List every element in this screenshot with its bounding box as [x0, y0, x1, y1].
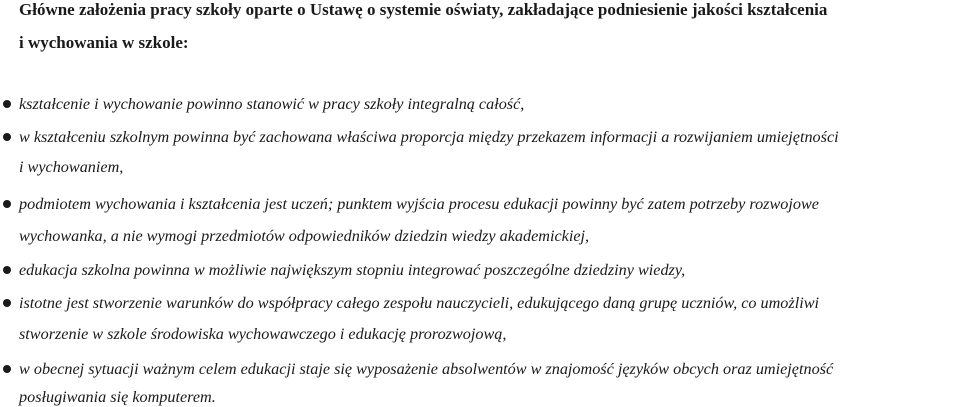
bullet-6-line-1: w obecnej sytuacji ważnym celem edukacji staje się wyposażenie absolwentów w znajomość języków obcych oraz umiejętność	[19, 360, 834, 378]
bullet-icon	[3, 100, 11, 108]
bullet-5-line-2: stworzenie w szkole środowiska wychowawczego i edukację prorozwojową,	[19, 325, 507, 343]
bullet-icon	[3, 266, 11, 274]
bullet-5-line-1: istotne jest stworzenie warunków do współpracy całego zespołu nauczycieli, edukującego daną grupę uczniów, co umożliwi	[19, 294, 819, 312]
bullet-3-line-1: podmiotem wychowania i kształcenia jest uczeń; punktem wyjścia procesu edukacji powinny być zatem potrzeby rozwojowe	[19, 195, 819, 213]
heading-line-1: Główne założenia pracy szkoły oparte o Ustawę o systemie oświaty, zakładające podniesienie jakości kształcenia	[19, 0, 828, 19]
bullet-4-line-1: edukacja szkolna powinna w możliwie największym stopniu integrować poszczególne dziedziny wiedzy,	[19, 261, 686, 279]
bullet-3-line-2: wychowanka, a nie wymogi przedmiotów odpowiedników dziedzin wiedzy akademickiej,	[19, 227, 590, 245]
bullet-1-line-1: kształcenie i wychowanie powinno stanowić w pracy szkoły integralną całość,	[19, 95, 525, 113]
bullet-2-line-2: i wychowaniem,	[19, 158, 124, 176]
bullet-6-line-2: posługiwania się komputerem.	[19, 388, 216, 406]
bullet-icon	[3, 200, 11, 208]
bullet-icon	[3, 133, 11, 141]
heading-line-2: i wychowania w szkole:	[19, 33, 189, 52]
bullet-icon	[3, 299, 11, 307]
bullet-icon	[3, 365, 11, 373]
bullet-2-line-1: w kształceniu szkolnym powinna być zachowana właściwa proporcja między przekazem informacji a rozwijaniem umiejętności	[19, 128, 839, 146]
